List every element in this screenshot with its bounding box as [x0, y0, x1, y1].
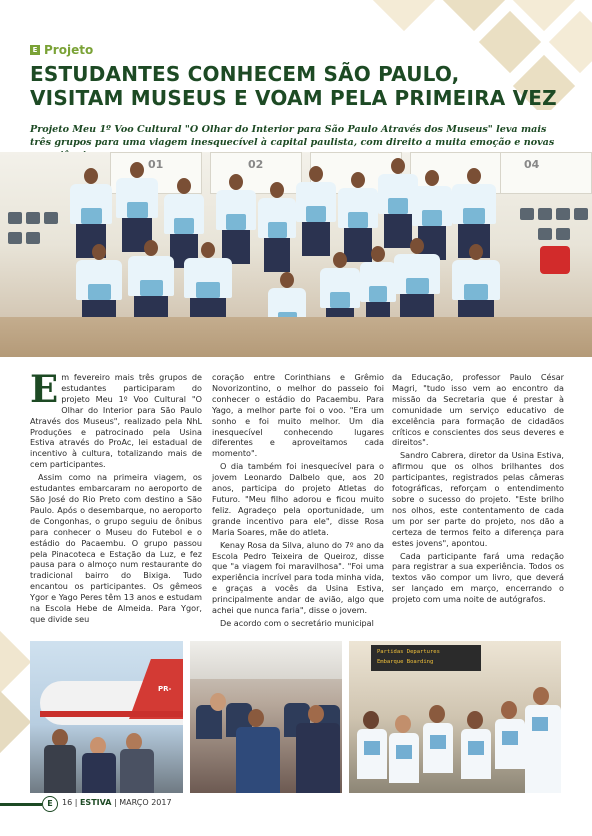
magazine-name: ESTIVA — [79, 798, 112, 807]
article-column-3 — [392, 372, 564, 607]
article-paragraph: O dia também foi inesquecível para o jovem Leonardo Dalbelo que, aos 20 anos, participa do projeto Atletas do Futuro. "Meu filho adorou e ficou muito feliz. Agradeço pela oportunidade, um grande incentivo para ele", disse Rosa Maria Soares, mãe do atleta. — [212, 461, 384, 537]
departure-sign: Partidas Departures Embarque Boarding — [371, 645, 481, 671]
magazine-logo-icon: E — [42, 796, 58, 812]
article-paragraph: Kenay Rosa da Silva, aluno do 7º ano da Escola Pedro Teixeira de Queiroz, disse que "a viagem foi maravilhosa". "Foi uma experiência incrível para toda minha vida, e graças a vocês da Usina Estiva, principalmente andar de avião, algo que achei que nunca faria", disse o jovem. — [212, 539, 384, 616]
gate-number: 04 — [524, 158, 540, 171]
article-column-1 — [30, 367, 202, 627]
article-paragraph: da Educação, professor Paulo César Magri, "tudo isso vem ao encontro da missão da Secretaria que é prestar à comunidade um serviço educativo de excelência para formação de cidadãos críticos e conscientes dos seus deveres e direitos". — [392, 372, 564, 448]
airplane-registration: PR- — [158, 685, 172, 693]
photo-airport-group — [349, 641, 561, 793]
article-column-2 — [212, 372, 384, 631]
section-label: Projeto — [44, 43, 94, 57]
section-leaf-icon: E — [30, 45, 40, 55]
article-paragraph: m fevereiro mais três grupos de estudantes participaram do projeto Meu 1º Voo Cultural "O Olhar do Interior para São Paulo Através dos Museus", realizado pela NhL Produções e patrocinado pela Usina Estiva através do ProAc, lei estadual de incentivo à cultura, totalizando mais de cem participantes. — [30, 372, 202, 470]
drop-cap: E — [30, 367, 59, 411]
page-number: 16 — [62, 798, 73, 807]
headline-line-2: VISITAM MUSEUS E VOAM PELA PRIMEIRA VEZ — [30, 86, 557, 110]
issue-date: MARÇO 2017 — [119, 798, 172, 807]
headline-line-1: ESTUDANTES CONHECEM SÃO PAULO, — [30, 62, 460, 86]
headline — [30, 62, 570, 110]
article-paragraph: Assim como na primeira viagem, os estudantes embarcaram no aeroporto de São José do Rio Preto com destino a São Paulo. Após o desembarque, no aeroporto de Congonhas, o grupo seguiu de ônibus para conhecer o Museu do Futebol e o estádio do Pacaembu. O grupo passou pela Pinacoteca e Estação da Luz, e fez pausa para o almoço num restaurante do tradicional bairro do Bixiga. Tudo encantou os participantes. Os gêmeos Ygor e Yago Peres têm 13 anos e estudam na Escola Hebe de Almeida. Para Ygor, que divide seu — [30, 472, 202, 624]
article-paragraph: Sandro Cabrera, diretor da Usina Estiva, afirmou que os olhos brilhantes dos participantes, registrados pelas câmeras fotográficas, reforçam o entendimento sobre o sucesso do projeto. "Este brilho nos olhos, este contentamento de cada um por ser parte do projeto, nos dão a certeza de termos feito a diferença para estes jovens", apontou. — [392, 450, 564, 548]
article-paragraph: Cada participante fará uma redação para registrar a sua experiência. Todos os textos vão compor um livro, que deverá ser lançado em março, encerrando o projeto com uma noite de autógrafos. — [392, 550, 564, 605]
gate-number: 02 — [248, 158, 264, 171]
photo-airplane-cabin — [190, 641, 342, 793]
lead-paragraph: Projeto Meu 1º Voo Cultural "O Olhar do Interior para São Paulo Através dos Museus" leva mais três grupos para uma viagem inesquecível à capital paulista, com direito a muita emoção e novas — [30, 124, 555, 148]
photo-airplane-boarding — [30, 641, 183, 793]
red-bag — [540, 246, 570, 274]
hero-group-photo — [0, 152, 592, 357]
decorative-diamond-side — [0, 631, 31, 693]
gate-number: 01 — [148, 158, 164, 171]
section-tag — [30, 43, 93, 57]
article-paragraph: De acordo com o secretário municipal — [220, 617, 374, 628]
page-footer — [0, 795, 592, 815]
article-paragraph: coração entre Corinthians e Grêmio Novorizontino, o melhor do passeio foi conhecer o estádio do Pacaembu. Para Yago, a melhor parte foi o voo. "Era um sonho e foi muito melhor. Um dia inesquecível conhecendo lugares diferentes e aproveitamos cada momento". — [212, 372, 384, 459]
decorative-diamond-side — [0, 691, 31, 753]
footer-text: 16 | ESTIVA | MARÇO 2017 — [62, 798, 172, 807]
